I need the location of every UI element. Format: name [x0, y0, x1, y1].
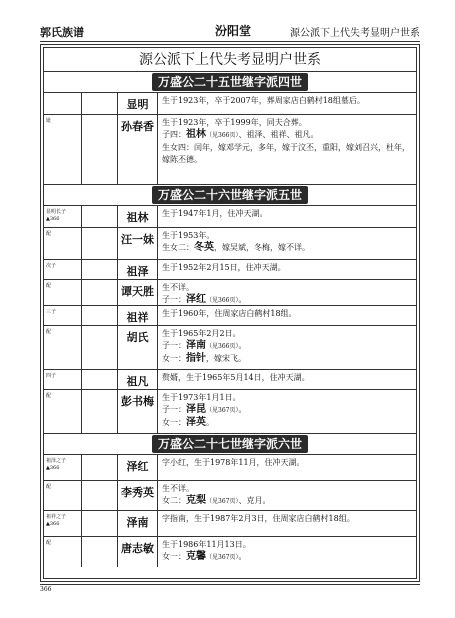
person-name: 祖泽: [118, 260, 158, 279]
person-name: 汪一妹: [118, 228, 158, 259]
person-row: [44, 455, 416, 481]
spacer-cell: [82, 260, 118, 279]
relation-cell: 配: [44, 280, 82, 305]
header-divider: [40, 41, 420, 42]
relation-cell: 妣: [44, 115, 82, 184]
generation-band: [44, 434, 416, 455]
detail-line: 子一：泽南（见366页）。: [162, 340, 247, 351]
relation-cell: 显明长子 ▲366: [44, 206, 82, 227]
detail-line: 生于1953年。: [162, 231, 215, 240]
relation-cell: 配: [44, 390, 82, 433]
person-row: [44, 511, 416, 537]
detail-line: 生于1923年，卒于1999年，同夫合葬。: [162, 118, 307, 127]
person-name: 李秀英: [118, 481, 158, 510]
detail-line: 生于1960年，住周家店白鹤村18组。: [162, 309, 297, 318]
relation-cell: 三子: [44, 306, 82, 325]
person-row: [44, 306, 416, 326]
spacer-cell: [82, 390, 118, 433]
person-row: [44, 260, 416, 280]
generation-band-label: 万盛公二十六世继字派五世: [152, 186, 308, 204]
detail-line: 生女四：闰年，嫁邓学元，多年，嫁于汶丕，重阳，嫁刘召兴，杜年，嫁陈丕德。: [162, 143, 410, 164]
detail-line: 女一：泽英。: [162, 417, 214, 428]
person-row: [44, 93, 416, 115]
person-row: [44, 390, 416, 434]
person-details: [158, 455, 416, 480]
person-name: 显明: [118, 93, 158, 114]
relation-cell: 四子: [44, 370, 82, 389]
detail-line: 子一：泽红（见366页）。: [162, 294, 247, 305]
detail-line: 字指南，生于1987年2月3日，住周家店白鹤村18组。: [162, 514, 355, 523]
relation-cell: 祖祥之子 ▲366: [44, 511, 82, 536]
detail-line: 生不详。: [162, 484, 194, 493]
person-row: [44, 280, 416, 306]
person-details: [158, 206, 416, 227]
person-name: 彭书梅: [118, 390, 158, 433]
person-name: 祖凡: [118, 370, 158, 389]
genealogy-table: [43, 47, 417, 579]
spacer-cell: [82, 280, 118, 305]
generation-band: [44, 185, 416, 206]
generation-band-label: 万盛公二十七世继字派六世: [152, 435, 308, 453]
generation-band-label: 万盛公二十五世继字派四世: [152, 73, 308, 91]
spacer-cell: [82, 511, 118, 536]
detail-line: 赘婿，生于1965年5月14日，住冲天湖。: [162, 373, 310, 382]
relation-cell: 祖泽之子 ▲366: [44, 455, 82, 480]
person-details: [158, 511, 416, 536]
detail-line: 子四：祖林（见366页）、祖泽、祖祥、祖凡。: [162, 129, 319, 140]
person-details: [158, 537, 416, 567]
detail-line: 女二：克梨（见367页）、克月。: [162, 495, 271, 506]
person-name: 祖林: [118, 206, 158, 227]
person-details: [158, 481, 416, 510]
detail-line: 子一：泽昆（见367页）。: [162, 404, 247, 415]
spacer-cell: [82, 93, 118, 114]
footer-divider: [40, 584, 420, 585]
person-name: 祖祥: [118, 306, 158, 325]
detail-line: 生于1965年2月2日。: [162, 329, 241, 338]
person-details: [158, 260, 416, 279]
relation-cell: 配: [44, 228, 82, 259]
person-name: 泽红: [118, 455, 158, 480]
spacer-cell: [82, 455, 118, 480]
page-title: 源公派下上代失考显明户世系: [44, 48, 416, 72]
detail-line: 生于1973年1月1日。: [162, 393, 241, 402]
detail-line: 女一：克馨（见367页）。: [162, 551, 247, 562]
spacer-cell: [82, 206, 118, 227]
person-details: [158, 280, 416, 305]
spacer-cell: [82, 115, 118, 184]
person-details: [158, 306, 416, 325]
relation-cell: 配: [44, 326, 82, 369]
person-details: [158, 115, 416, 184]
header-left: 郭氏族谱: [40, 26, 84, 39]
header-right: 源公派下上代失考显明户世系: [290, 28, 420, 39]
person-details: [158, 228, 416, 259]
relation-cell: [44, 93, 82, 114]
spacer-cell: [82, 326, 118, 369]
relation-cell: 次子: [44, 260, 82, 279]
person-row: [44, 115, 416, 185]
person-name: 泽南: [118, 511, 158, 536]
person-details: [158, 326, 416, 369]
page-number: 366: [40, 586, 52, 593]
detail-line: 生于1986年11月13日。: [162, 540, 251, 549]
detail-line: 生于1923年，卒于2007年，葬周家店白鹤村18组墓后。: [162, 96, 365, 105]
page-header: [40, 22, 420, 40]
spacer-cell: [82, 537, 118, 567]
person-name: 唐志敏: [118, 537, 158, 567]
detail-line: 女一：指针，嫁宋飞。: [162, 353, 246, 364]
relation-cell: 配: [44, 537, 82, 567]
person-details: [158, 390, 416, 433]
detail-line: 字小红，生于1978年11月，住冲天湖。: [162, 458, 305, 467]
person-row: [44, 370, 416, 390]
person-name: 孙春香: [118, 115, 158, 184]
relation-cell: 配: [44, 481, 82, 510]
spacer-cell: [82, 370, 118, 389]
spacer-cell: [82, 228, 118, 259]
detail-line: 生不详。: [162, 283, 194, 292]
genealogy-frame: [40, 44, 420, 582]
person-details: [158, 93, 416, 114]
detail-line: 生于1952年2月15日，住冲天湖。: [162, 263, 286, 272]
spacer-cell: [82, 306, 118, 325]
detail-line: 生女二：冬英，嫁吴斌，冬梅，嫁不详。: [162, 242, 310, 253]
person-row: [44, 206, 416, 228]
person-row: [44, 326, 416, 370]
person-name: 谭天胜: [118, 280, 158, 305]
person-row: [44, 228, 416, 260]
person-name: 胡氏: [118, 326, 158, 369]
person-row: [44, 481, 416, 511]
person-details: [158, 370, 416, 389]
generation-band: [44, 72, 416, 93]
header-middle: 汾阳堂: [215, 24, 252, 38]
detail-line: 生于1947年1月，住冲天湖。: [162, 209, 268, 218]
spacer-cell: [82, 481, 118, 510]
person-row: [44, 537, 416, 567]
